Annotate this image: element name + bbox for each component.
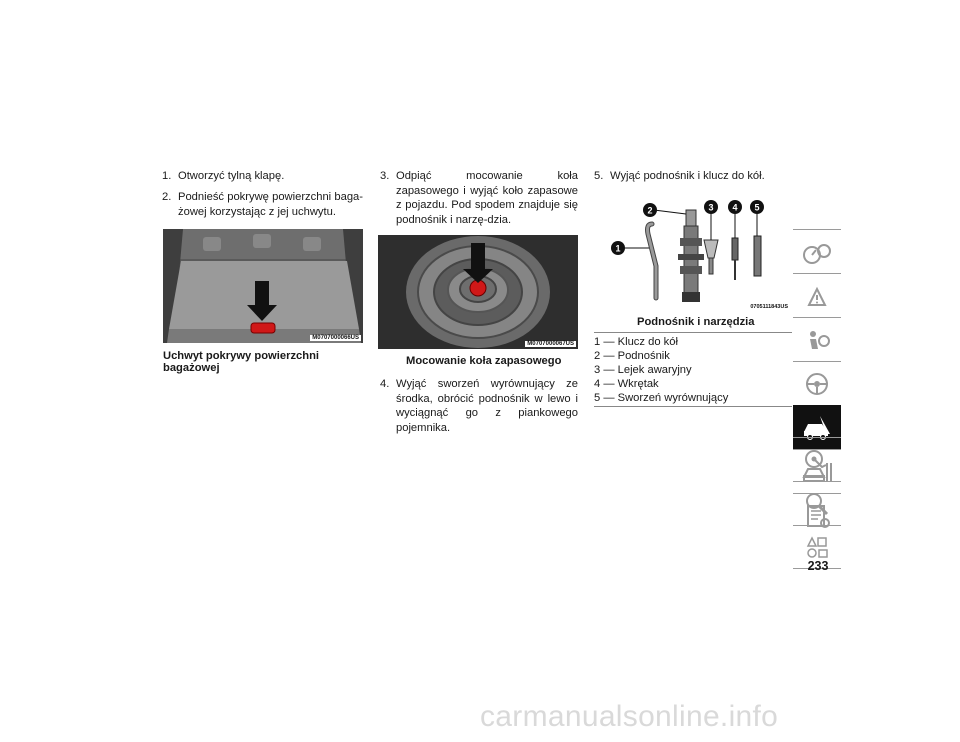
spare-tire-image [378, 235, 578, 349]
warning-lights-icon [800, 281, 834, 311]
legend-row: 1 — Klucz do kół [594, 336, 678, 348]
callout-5: 5 [754, 202, 760, 213]
step-3 [380, 169, 578, 227]
figure-caption: Mocowanie koła zapasowego [406, 355, 562, 367]
step-text: Podnieść pokrywę powierzchni baga-żowej korzystając z jej uchwytu. [178, 191, 363, 218]
step-2 [162, 190, 363, 219]
figure-code: 0705111843US [750, 304, 788, 310]
step-text: Wyjąć podnośnik i klucz do kół. [610, 170, 765, 182]
legend-bottom-rule [594, 406, 792, 407]
figure-code: M0707000067US [527, 341, 574, 347]
site-watermark: carmanualsonline.info [480, 700, 779, 733]
callout-4: 4 [732, 202, 738, 213]
instrument-cluster-icon [800, 237, 834, 267]
callout-1: 1 [615, 243, 621, 254]
safety-airbag-icon [800, 325, 834, 355]
step-4 [380, 377, 578, 435]
step-text: Wyjąć sworzeń wyrównujący ze środka, obrócić podnośnik w lewo i wyciągnąć go z piankowego pojemnika. [396, 378, 578, 434]
multimedia-icon [800, 532, 834, 562]
step-number: 4. [380, 378, 390, 390]
legend-row: 2 — Podnośnik [594, 350, 670, 362]
tab-driving[interactable] [793, 361, 841, 405]
tab-safety[interactable] [793, 317, 841, 361]
figure-caption: Uchwyt pokrywy powierzchni bagażowej [163, 350, 320, 374]
figure-caption: Podnośnik i narzędzia [637, 316, 755, 328]
tab-index[interactable] [793, 481, 841, 525]
jack-tools-figure [594, 196, 792, 312]
figure-code: M0707000066US [312, 335, 359, 341]
step-number: 5. [594, 170, 604, 182]
tab-technical-data[interactable] [793, 437, 841, 481]
step-number: 1. [162, 170, 172, 182]
legend-table [594, 332, 792, 407]
legend-row: 5 — Sworzeń wyrównujący [594, 392, 729, 404]
page-number: 233 [807, 559, 829, 573]
step-number: 2. [162, 191, 172, 203]
step-text: Odpiąć mocowanie koła zapasowego i wyjąć koło zapasowe z pojazdu. Pod spodem znajduje się podnośnik i narzę-dzia. [396, 170, 578, 226]
trunk-floor-figure [163, 229, 363, 343]
spare-tire-figure [378, 235, 578, 349]
tab-instrument-cluster[interactable] [793, 229, 841, 273]
search-index-icon [800, 489, 834, 519]
legend-row: 3 — Lejek awaryjny [594, 364, 692, 376]
technical-data-icon [800, 445, 834, 475]
step-text: Otworzyć tylną klapę. [178, 170, 285, 182]
step-5 [594, 169, 794, 184]
section-tabs-lower [793, 437, 841, 569]
trunk-floor-image [163, 229, 363, 343]
jack-tools-image [594, 196, 792, 312]
step-1 [162, 169, 362, 184]
tab-warning-lights[interactable] [793, 273, 841, 317]
legend-row: 4 — Wkrętak [594, 378, 659, 390]
callout-2: 2 [647, 205, 653, 216]
steering-wheel-icon [800, 369, 834, 399]
footer-bar [0, 698, 960, 742]
callout-3: 3 [708, 202, 714, 213]
step-number: 3. [380, 170, 390, 182]
